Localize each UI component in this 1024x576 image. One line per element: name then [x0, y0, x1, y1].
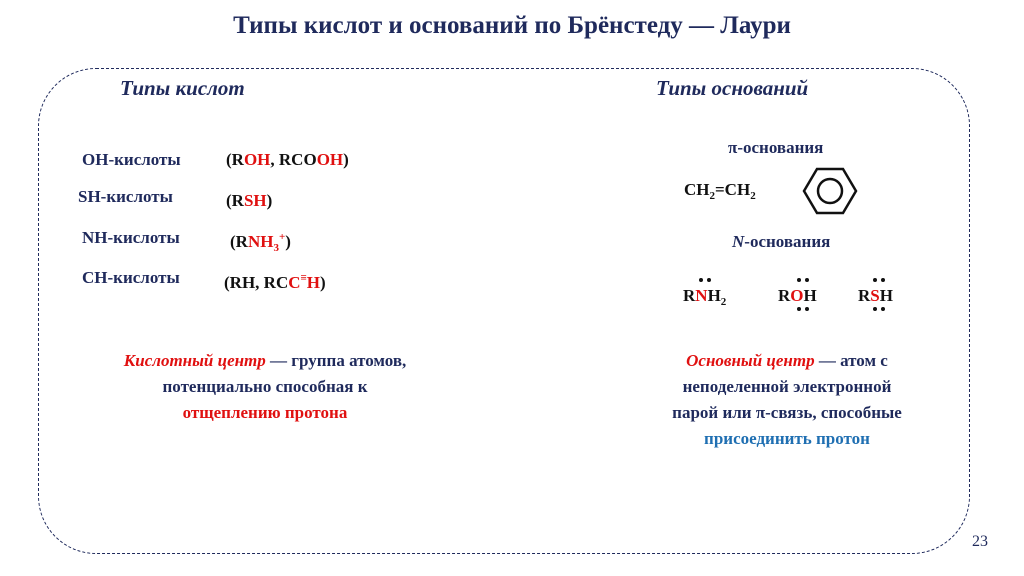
formula-part: 3	[273, 242, 279, 254]
formula-part: OH	[316, 150, 344, 169]
formula-part: )	[266, 191, 273, 210]
acid-center-highlight: отщеплению протона	[182, 403, 348, 422]
acid-formula-nh	[230, 231, 291, 254]
base-center-term: Основный центр	[686, 351, 815, 370]
slide-title: Типы кислот и оснований по Брёнстеду — Лаури	[233, 12, 791, 39]
formula-part: H	[803, 286, 817, 305]
acid-formula-ch	[224, 272, 326, 293]
ethylene-formula	[684, 180, 756, 202]
bases-heading: Типы оснований	[656, 76, 809, 100]
acid-formula-sh	[226, 191, 272, 211]
page-number: 23	[972, 533, 988, 550]
formula-part: H	[306, 273, 321, 292]
content-frame	[38, 68, 970, 554]
formula-part: R	[778, 286, 791, 305]
formula-part: R	[858, 286, 871, 305]
acid-label-nh: NH-кислоты	[82, 228, 180, 247]
rnh2-formula	[683, 286, 726, 308]
rsh-formula	[858, 286, 893, 306]
formula-part: )	[285, 232, 291, 251]
base-center-description: Основный центр — атом с неподеленной электронной парой или π-связь, способные присоединить протон	[572, 348, 1002, 452]
formula-part: R	[683, 286, 696, 305]
formula-part: 2	[720, 296, 727, 308]
pi-bases-label: π-основания	[728, 138, 824, 157]
acid-center-description: Кислотный центр — группа атомов, потенциально способная к отщеплению протона	[40, 348, 490, 426]
formula-part: (RH, RC	[224, 273, 289, 292]
acid-label-oh: OH-кислоты	[82, 150, 181, 169]
formula-part: H	[707, 286, 721, 305]
formula-part: (R	[230, 232, 248, 251]
formula-part: SH	[243, 191, 267, 210]
formula-part: NH	[247, 232, 274, 251]
formula-part: )	[320, 273, 326, 292]
formula-part: )	[343, 150, 349, 169]
formula-part: C	[288, 273, 301, 292]
formula-part: S	[870, 286, 880, 305]
acid-formula-oh	[226, 150, 349, 170]
formula-part: (R	[226, 150, 244, 169]
formula-part: O	[790, 286, 804, 305]
formula-part: (R	[226, 191, 244, 210]
acid-center-term: Кислотный центр	[123, 351, 266, 370]
formula-part: ≡	[300, 272, 307, 284]
formula-part: +	[278, 231, 286, 243]
base-center-highlight: присоединить протон	[704, 429, 870, 448]
formula-part: , RCO	[270, 150, 317, 169]
formula-part: OH	[243, 150, 271, 169]
formula-part: CH	[684, 180, 710, 199]
formula-part: 2	[750, 190, 756, 202]
formula-part: N	[695, 286, 708, 305]
acid-label-ch: CH-кислоты	[82, 268, 180, 287]
formula-part: 2	[709, 190, 715, 202]
acid-label-sh: SH-кислоты	[78, 187, 173, 206]
benzene-ring-icon	[800, 166, 860, 216]
roh-formula	[778, 286, 817, 306]
acids-heading: Типы кислот	[120, 76, 245, 100]
n-bases-label: N-основания	[732, 232, 831, 251]
formula-part: H	[879, 286, 893, 305]
formula-part: =CH	[715, 180, 751, 199]
